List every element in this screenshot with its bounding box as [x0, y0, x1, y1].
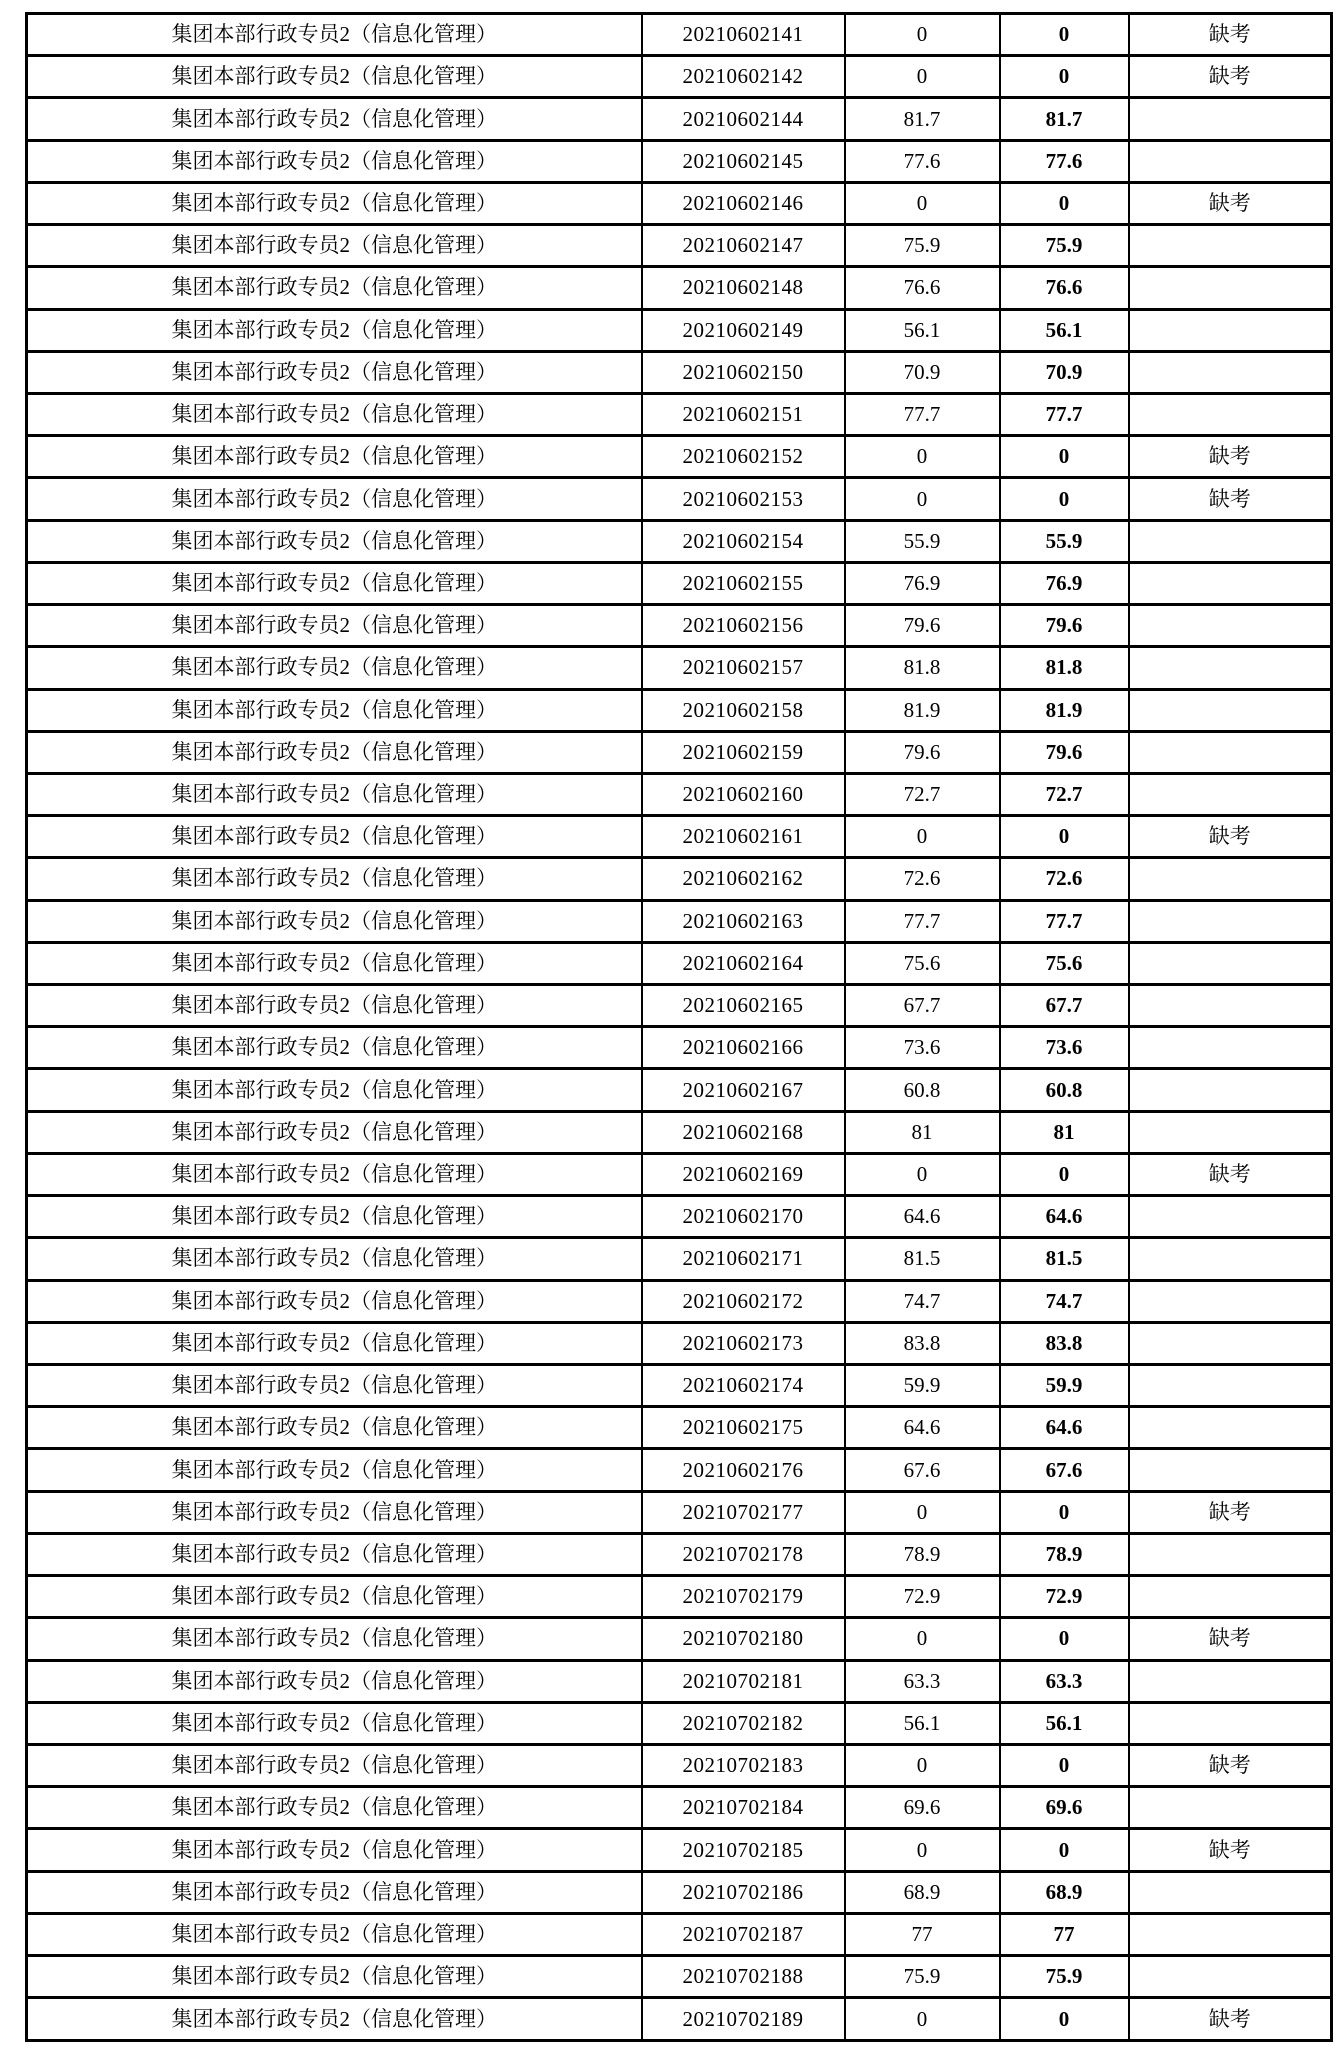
cell-final-score: 75.6 [1000, 942, 1129, 984]
cell-final-score: 0 [1000, 1618, 1129, 1660]
cell-position: 集团本部行政专员2（信息化管理） [27, 14, 642, 56]
cell-absent-note [1129, 773, 1332, 815]
table-row [27, 1491, 1332, 1533]
cell-position: 集团本部行政专员2（信息化管理） [27, 689, 642, 731]
cell-score: 81.9 [845, 689, 1000, 731]
cell-candidate-id: 20210702189 [642, 1998, 845, 2041]
cell-candidate-id: 20210702188 [642, 1956, 845, 1998]
score-table-body [27, 14, 1332, 2041]
table-row [27, 1407, 1332, 1449]
cell-candidate-id: 20210602161 [642, 816, 845, 858]
cell-position: 集团本部行政专员2（信息化管理） [27, 1618, 642, 1660]
cell-score: 0 [845, 182, 1000, 224]
cell-absent-note: 缺考 [1129, 1829, 1332, 1871]
cell-score: 63.3 [845, 1660, 1000, 1702]
cell-final-score: 64.6 [1000, 1196, 1129, 1238]
cell-score: 75.9 [845, 225, 1000, 267]
cell-final-score: 73.6 [1000, 1027, 1129, 1069]
cell-score: 56.1 [845, 309, 1000, 351]
cell-candidate-id: 20210702178 [642, 1533, 845, 1575]
cell-score: 75.6 [845, 942, 1000, 984]
cell-absent-note [1129, 942, 1332, 984]
cell-absent-note [1129, 1787, 1332, 1829]
cell-final-score: 67.6 [1000, 1449, 1129, 1491]
cell-candidate-id: 20210602157 [642, 647, 845, 689]
cell-absent-note [1129, 1449, 1332, 1491]
table-row [27, 182, 1332, 224]
cell-score: 81 [845, 1111, 1000, 1153]
cell-position: 集团本部行政专员2（信息化管理） [27, 309, 642, 351]
cell-absent-note [1129, 1576, 1332, 1618]
cell-candidate-id: 20210602159 [642, 731, 845, 773]
cell-score: 83.8 [845, 1322, 1000, 1364]
cell-position: 集团本部行政专员2（信息化管理） [27, 1871, 642, 1913]
cell-absent-note [1129, 1407, 1332, 1449]
cell-candidate-id: 20210602173 [642, 1322, 845, 1364]
cell-candidate-id: 20210602155 [642, 562, 845, 604]
cell-absent-note [1129, 1238, 1332, 1280]
cell-absent-note: 缺考 [1129, 1744, 1332, 1786]
cell-position: 集团本部行政专员2（信息化管理） [27, 1322, 642, 1364]
cell-absent-note [1129, 1365, 1332, 1407]
cell-candidate-id: 20210602150 [642, 351, 845, 393]
cell-score: 0 [845, 478, 1000, 520]
cell-absent-note: 缺考 [1129, 1998, 1332, 2041]
cell-final-score: 81.7 [1000, 98, 1129, 140]
cell-position: 集团本部行政专员2（信息化管理） [27, 1998, 642, 2041]
cell-final-score: 64.6 [1000, 1407, 1129, 1449]
cell-position: 集团本部行政专员2（信息化管理） [27, 1491, 642, 1533]
cell-candidate-id: 20210702185 [642, 1829, 845, 1871]
cell-score: 77.7 [845, 900, 1000, 942]
cell-position: 集团本部行政专员2（信息化管理） [27, 478, 642, 520]
cell-absent-note [1129, 562, 1332, 604]
cell-position: 集团本部行政专员2（信息化管理） [27, 985, 642, 1027]
cell-position: 集团本部行政专员2（信息化管理） [27, 1702, 642, 1744]
cell-candidate-id: 20210602170 [642, 1196, 845, 1238]
cell-candidate-id: 20210602154 [642, 520, 845, 562]
table-row [27, 478, 1332, 520]
cell-final-score: 60.8 [1000, 1069, 1129, 1111]
cell-position: 集团本部行政专员2（信息化管理） [27, 1533, 642, 1575]
cell-absent-note [1129, 731, 1332, 773]
cell-candidate-id: 20210602163 [642, 900, 845, 942]
cell-position: 集团本部行政专员2（信息化管理） [27, 1913, 642, 1955]
cell-score: 60.8 [845, 1069, 1000, 1111]
cell-score: 74.7 [845, 1280, 1000, 1322]
cell-score: 59.9 [845, 1365, 1000, 1407]
cell-absent-note [1129, 351, 1332, 393]
cell-absent-note: 缺考 [1129, 1618, 1332, 1660]
cell-candidate-id: 20210602156 [642, 605, 845, 647]
cell-position: 集团本部行政专员2（信息化管理） [27, 1660, 642, 1702]
cell-final-score: 70.9 [1000, 351, 1129, 393]
table-row [27, 1660, 1332, 1702]
cell-absent-note: 缺考 [1129, 1491, 1332, 1533]
cell-position: 集团本部行政专员2（信息化管理） [27, 1407, 642, 1449]
cell-position: 集团本部行政专员2（信息化管理） [27, 731, 642, 773]
cell-score: 79.6 [845, 731, 1000, 773]
cell-final-score: 77.7 [1000, 393, 1129, 435]
cell-score: 68.9 [845, 1871, 1000, 1913]
table-row [27, 1069, 1332, 1111]
cell-absent-note [1129, 520, 1332, 562]
cell-final-score: 56.1 [1000, 1702, 1129, 1744]
cell-final-score: 69.6 [1000, 1787, 1129, 1829]
cell-candidate-id: 20210702187 [642, 1913, 845, 1955]
cell-score: 72.6 [845, 858, 1000, 900]
cell-score: 77 [845, 1913, 1000, 1955]
cell-score: 69.6 [845, 1787, 1000, 1829]
table-row [27, 1913, 1332, 1955]
cell-absent-note [1129, 1196, 1332, 1238]
table-row [27, 1533, 1332, 1575]
cell-candidate-id: 20210602152 [642, 436, 845, 478]
cell-score: 0 [845, 1998, 1000, 2041]
cell-position: 集团本部行政专员2（信息化管理） [27, 267, 642, 309]
cell-final-score: 81.5 [1000, 1238, 1129, 1280]
cell-absent-note [1129, 140, 1332, 182]
table-row [27, 436, 1332, 478]
cell-position: 集团本部行政专员2（信息化管理） [27, 1744, 642, 1786]
cell-score: 67.6 [845, 1449, 1000, 1491]
table-row [27, 14, 1332, 56]
cell-absent-note [1129, 1660, 1332, 1702]
cell-candidate-id: 20210602151 [642, 393, 845, 435]
cell-score: 77.6 [845, 140, 1000, 182]
cell-candidate-id: 20210602172 [642, 1280, 845, 1322]
cell-position: 集团本部行政专员2（信息化管理） [27, 1280, 642, 1322]
table-row [27, 605, 1332, 647]
cell-final-score: 55.9 [1000, 520, 1129, 562]
cell-absent-note [1129, 647, 1332, 689]
table-row [27, 816, 1332, 858]
cell-final-score: 72.7 [1000, 773, 1129, 815]
cell-score: 67.7 [845, 985, 1000, 1027]
cell-final-score: 75.9 [1000, 1956, 1129, 1998]
table-row [27, 98, 1332, 140]
cell-candidate-id: 20210602169 [642, 1153, 845, 1195]
cell-candidate-id: 20210602160 [642, 773, 845, 815]
cell-final-score: 75.9 [1000, 225, 1129, 267]
cell-final-score: 76.9 [1000, 562, 1129, 604]
cell-score: 72.9 [845, 1576, 1000, 1618]
cell-score: 78.9 [845, 1533, 1000, 1575]
cell-candidate-id: 20210602145 [642, 140, 845, 182]
table-row [27, 1238, 1332, 1280]
cell-final-score: 0 [1000, 14, 1129, 56]
table-row [27, 942, 1332, 984]
cell-candidate-id: 20210602176 [642, 1449, 845, 1491]
cell-candidate-id: 20210602149 [642, 309, 845, 351]
table-row [27, 731, 1332, 773]
cell-final-score: 0 [1000, 1153, 1129, 1195]
cell-absent-note: 缺考 [1129, 436, 1332, 478]
table-row [27, 1998, 1332, 2041]
table-row [27, 689, 1332, 731]
cell-position: 集团本部行政专员2（信息化管理） [27, 225, 642, 267]
cell-position: 集团本部行政专员2（信息化管理） [27, 1238, 642, 1280]
cell-final-score: 59.9 [1000, 1365, 1129, 1407]
cell-absent-note [1129, 1322, 1332, 1364]
cell-absent-note [1129, 1956, 1332, 1998]
table-row [27, 985, 1332, 1027]
cell-final-score: 0 [1000, 1491, 1129, 1533]
cell-final-score: 0 [1000, 1829, 1129, 1871]
cell-score: 75.9 [845, 1956, 1000, 1998]
cell-final-score: 83.8 [1000, 1322, 1129, 1364]
cell-candidate-id: 20210602148 [642, 267, 845, 309]
cell-score: 0 [845, 56, 1000, 98]
cell-score: 72.7 [845, 773, 1000, 815]
cell-position: 集团本部行政专员2（信息化管理） [27, 858, 642, 900]
cell-candidate-id: 20210602166 [642, 1027, 845, 1069]
cell-final-score: 81.8 [1000, 647, 1129, 689]
cell-score: 81.7 [845, 98, 1000, 140]
cell-absent-note [1129, 1702, 1332, 1744]
table-row [27, 1829, 1332, 1871]
cell-position: 集团本部行政专员2（信息化管理） [27, 942, 642, 984]
cell-absent-note [1129, 1027, 1332, 1069]
cell-position: 集团本部行政专员2（信息化管理） [27, 1027, 642, 1069]
cell-final-score: 78.9 [1000, 1533, 1129, 1575]
cell-absent-note: 缺考 [1129, 478, 1332, 520]
cell-absent-note [1129, 985, 1332, 1027]
table-row [27, 1744, 1332, 1786]
table-row [27, 520, 1332, 562]
table-row [27, 140, 1332, 182]
cell-final-score: 0 [1000, 436, 1129, 478]
cell-absent-note [1129, 1871, 1332, 1913]
table-row [27, 351, 1332, 393]
table-row [27, 1280, 1332, 1322]
cell-position: 集团本部行政专员2（信息化管理） [27, 900, 642, 942]
cell-absent-note [1129, 309, 1332, 351]
cell-position: 集团本部行政专员2（信息化管理） [27, 647, 642, 689]
cell-final-score: 77.7 [1000, 900, 1129, 942]
cell-position: 集团本部行政专员2（信息化管理） [27, 1153, 642, 1195]
cell-score: 81.8 [845, 647, 1000, 689]
cell-final-score: 0 [1000, 1998, 1129, 2041]
table-row [27, 900, 1332, 942]
cell-candidate-id: 20210602171 [642, 1238, 845, 1280]
cell-candidate-id: 20210602175 [642, 1407, 845, 1449]
cell-position: 集团本部行政专员2（信息化管理） [27, 1576, 642, 1618]
table-row [27, 1449, 1332, 1491]
cell-score: 64.6 [845, 1196, 1000, 1238]
table-row [27, 562, 1332, 604]
cell-position: 集团本部行政专员2（信息化管理） [27, 351, 642, 393]
cell-absent-note [1129, 1111, 1332, 1153]
cell-absent-note: 缺考 [1129, 14, 1332, 56]
cell-final-score: 67.7 [1000, 985, 1129, 1027]
cell-score: 55.9 [845, 520, 1000, 562]
cell-absent-note [1129, 98, 1332, 140]
cell-candidate-id: 20210602158 [642, 689, 845, 731]
cell-candidate-id: 20210602142 [642, 56, 845, 98]
cell-absent-note [1129, 605, 1332, 647]
cell-absent-note: 缺考 [1129, 1153, 1332, 1195]
cell-position: 集团本部行政专员2（信息化管理） [27, 1069, 642, 1111]
table-row [27, 1871, 1332, 1913]
table-row [27, 225, 1332, 267]
table-row [27, 1196, 1332, 1238]
cell-absent-note [1129, 225, 1332, 267]
cell-score: 70.9 [845, 351, 1000, 393]
cell-absent-note [1129, 267, 1332, 309]
cell-score: 0 [845, 816, 1000, 858]
cell-final-score: 76.6 [1000, 267, 1129, 309]
table-row [27, 393, 1332, 435]
cell-candidate-id: 20210702182 [642, 1702, 845, 1744]
table-row [27, 858, 1332, 900]
cell-score: 79.6 [845, 605, 1000, 647]
cell-candidate-id: 20210602165 [642, 985, 845, 1027]
cell-position: 集团本部行政专员2（信息化管理） [27, 520, 642, 562]
cell-final-score: 77.6 [1000, 140, 1129, 182]
cell-position: 集团本部行政专员2（信息化管理） [27, 393, 642, 435]
cell-absent-note [1129, 393, 1332, 435]
cell-score: 0 [845, 1618, 1000, 1660]
table-row [27, 1111, 1332, 1153]
table-row [27, 1322, 1332, 1364]
cell-final-score: 72.9 [1000, 1576, 1129, 1618]
cell-absent-note [1129, 900, 1332, 942]
table-row [27, 1956, 1332, 1998]
cell-position: 集团本部行政专员2（信息化管理） [27, 1787, 642, 1829]
cell-final-score: 79.6 [1000, 731, 1129, 773]
cell-absent-note [1129, 1280, 1332, 1322]
cell-final-score: 63.3 [1000, 1660, 1129, 1702]
cell-candidate-id: 20210602147 [642, 225, 845, 267]
cell-final-score: 72.6 [1000, 858, 1129, 900]
cell-final-score: 68.9 [1000, 1871, 1129, 1913]
cell-position: 集团本部行政专员2（信息化管理） [27, 182, 642, 224]
cell-position: 集团本部行政专员2（信息化管理） [27, 1956, 642, 1998]
table-row [27, 1365, 1332, 1407]
cell-position: 集团本部行政专员2（信息化管理） [27, 98, 642, 140]
table-row [27, 647, 1332, 689]
cell-score: 56.1 [845, 1702, 1000, 1744]
cell-final-score: 0 [1000, 816, 1129, 858]
cell-candidate-id: 20210602167 [642, 1069, 845, 1111]
cell-position: 集团本部行政专员2（信息化管理） [27, 1111, 642, 1153]
cell-position: 集团本部行政专员2（信息化管理） [27, 562, 642, 604]
cell-position: 集团本部行政专员2（信息化管理） [27, 1196, 642, 1238]
table-row [27, 1153, 1332, 1195]
cell-candidate-id: 20210602164 [642, 942, 845, 984]
cell-absent-note: 缺考 [1129, 182, 1332, 224]
cell-candidate-id: 20210602153 [642, 478, 845, 520]
cell-score: 76.9 [845, 562, 1000, 604]
cell-score: 0 [845, 1744, 1000, 1786]
cell-position: 集团本部行政专员2（信息化管理） [27, 140, 642, 182]
cell-score: 0 [845, 1829, 1000, 1871]
cell-position: 集团本部行政专员2（信息化管理） [27, 816, 642, 858]
cell-position: 集团本部行政专员2（信息化管理） [27, 1365, 642, 1407]
cell-score: 0 [845, 14, 1000, 56]
cell-candidate-id: 20210602168 [642, 1111, 845, 1153]
cell-final-score: 79.6 [1000, 605, 1129, 647]
cell-position: 集团本部行政专员2（信息化管理） [27, 436, 642, 478]
cell-absent-note [1129, 1069, 1332, 1111]
cell-score: 76.6 [845, 267, 1000, 309]
cell-score: 73.6 [845, 1027, 1000, 1069]
cell-final-score: 0 [1000, 478, 1129, 520]
cell-score: 0 [845, 1153, 1000, 1195]
score-table [25, 12, 1333, 2042]
cell-candidate-id: 20210702181 [642, 1660, 845, 1702]
cell-candidate-id: 20210602162 [642, 858, 845, 900]
cell-absent-note: 缺考 [1129, 56, 1332, 98]
cell-final-score: 81 [1000, 1111, 1129, 1153]
cell-score: 81.5 [845, 1238, 1000, 1280]
cell-position: 集团本部行政专员2（信息化管理） [27, 605, 642, 647]
cell-score: 64.6 [845, 1407, 1000, 1449]
cell-final-score: 56.1 [1000, 309, 1129, 351]
cell-candidate-id: 20210602141 [642, 14, 845, 56]
cell-absent-note [1129, 1533, 1332, 1575]
cell-position: 集团本部行政专员2（信息化管理） [27, 1829, 642, 1871]
table-row [27, 56, 1332, 98]
cell-position: 集团本部行政专员2（信息化管理） [27, 56, 642, 98]
cell-position: 集团本部行政专员2（信息化管理） [27, 773, 642, 815]
cell-candidate-id: 20210702186 [642, 1871, 845, 1913]
cell-score: 77.7 [845, 393, 1000, 435]
cell-score: 0 [845, 1491, 1000, 1533]
cell-absent-note: 缺考 [1129, 816, 1332, 858]
cell-final-score: 0 [1000, 182, 1129, 224]
cell-absent-note [1129, 858, 1332, 900]
cell-candidate-id: 20210702184 [642, 1787, 845, 1829]
cell-candidate-id: 20210702183 [642, 1744, 845, 1786]
table-row [27, 1618, 1332, 1660]
table-row [27, 1576, 1332, 1618]
cell-final-score: 0 [1000, 56, 1129, 98]
cell-final-score: 81.9 [1000, 689, 1129, 731]
table-row [27, 309, 1332, 351]
cell-final-score: 77 [1000, 1913, 1129, 1955]
cell-absent-note [1129, 689, 1332, 731]
table-row [27, 773, 1332, 815]
table-row [27, 1702, 1332, 1744]
table-row [27, 1027, 1332, 1069]
cell-final-score: 74.7 [1000, 1280, 1129, 1322]
cell-absent-note [1129, 1913, 1332, 1955]
cell-candidate-id: 20210702177 [642, 1491, 845, 1533]
cell-candidate-id: 20210702180 [642, 1618, 845, 1660]
cell-position: 集团本部行政专员2（信息化管理） [27, 1449, 642, 1491]
table-row [27, 267, 1332, 309]
cell-candidate-id: 20210602144 [642, 98, 845, 140]
cell-final-score: 0 [1000, 1744, 1129, 1786]
cell-score: 0 [845, 436, 1000, 478]
cell-candidate-id: 20210602174 [642, 1365, 845, 1407]
cell-candidate-id: 20210602146 [642, 182, 845, 224]
cell-candidate-id: 20210702179 [642, 1576, 845, 1618]
table-row [27, 1787, 1332, 1829]
